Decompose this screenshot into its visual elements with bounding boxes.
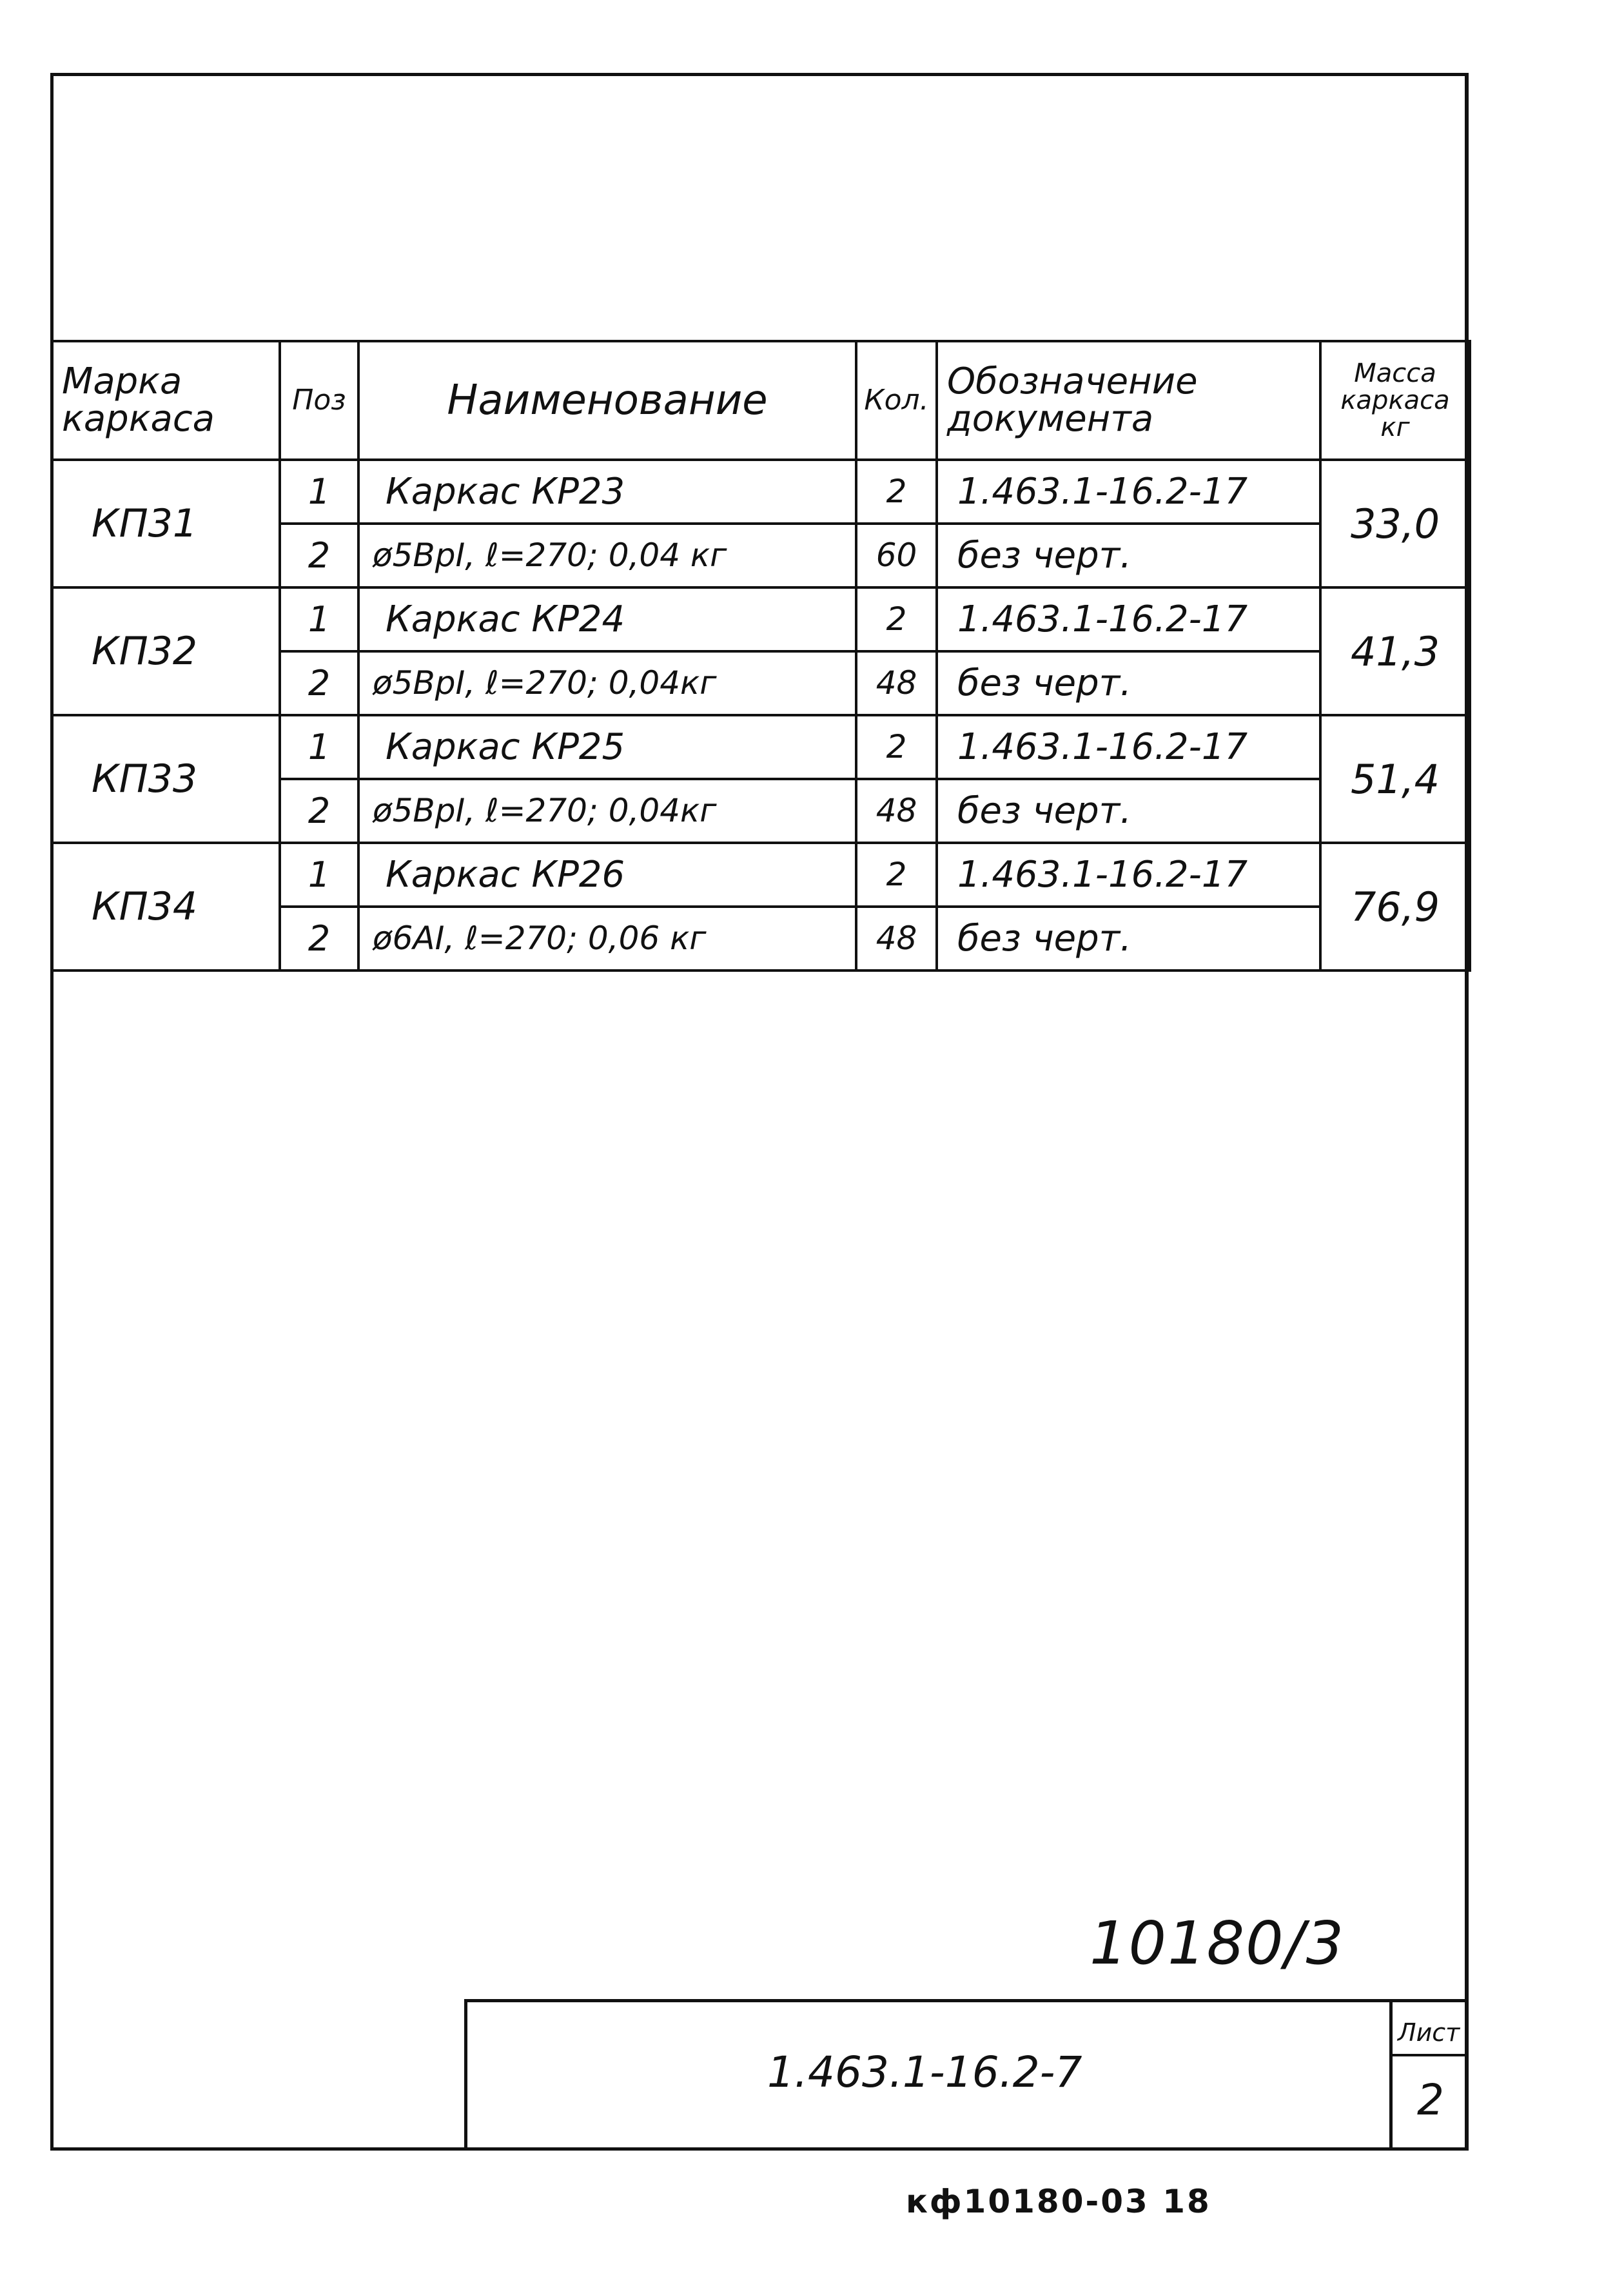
cell-doc: без черт. (937, 779, 1320, 843)
sheet-number: 2 (1417, 2075, 1444, 2125)
cell-name: ø5ВрI, ℓ=270; 0,04кг (358, 779, 856, 843)
cell-name: Каркас КР23 (358, 460, 856, 524)
cell-qty: 2 (856, 460, 937, 524)
title-block-divider (1389, 1999, 1393, 2147)
inventory-number: 10180/3 (1090, 1909, 1345, 1978)
cell-mark: КП32 (52, 587, 280, 715)
table-row (52, 587, 1470, 651)
cell-qty: 60 (856, 524, 937, 587)
cell-pos: 2 (280, 524, 358, 587)
cell-doc: 1.463.1-16.2-17 (937, 587, 1320, 651)
cell-qty: 48 (856, 651, 937, 715)
cell-pos: 1 (280, 843, 358, 907)
cell-qty: 2 (856, 843, 937, 907)
header-doc: Обозначение документа (937, 341, 1320, 460)
header-mark: Марка каркаса (52, 341, 280, 460)
table-header-row (52, 341, 1470, 460)
table-row (52, 843, 1470, 907)
cell-mark: КП34 (52, 843, 280, 971)
cell-pos: 2 (280, 651, 358, 715)
cell-mark: КП31 (52, 460, 280, 587)
cell-qty: 2 (856, 587, 937, 651)
cell-mass: 41,3 (1320, 587, 1470, 715)
header-qty: Кол. (856, 341, 937, 460)
cell-doc: 1.463.1-16.2-17 (937, 460, 1320, 524)
cell-mass: 33,0 (1320, 460, 1470, 587)
cell-qty: 2 (856, 715, 937, 779)
cell-doc: без черт. (937, 907, 1320, 971)
cell-name: Каркас КР24 (358, 587, 856, 651)
header-mass: Масса каркаса кг (1320, 341, 1470, 460)
cell-doc: 1.463.1-16.2-17 (937, 843, 1320, 907)
document-code: 1.463.1-16.2-7 (767, 2047, 1082, 2097)
cell-name: ø5ВрI, ℓ=270; 0,04кг (358, 651, 856, 715)
cell-doc: 1.463.1-16.2-17 (937, 715, 1320, 779)
cell-name: Каркас КР25 (358, 715, 856, 779)
cell-pos: 1 (280, 715, 358, 779)
cell-name: ø6АI, ℓ=270; 0,06 кг (358, 907, 856, 971)
header-name: Наименование (358, 341, 856, 460)
sheet-label: Лист (1398, 2018, 1460, 2047)
cell-mass: 51,4 (1320, 715, 1470, 843)
cell-mark: КП33 (52, 715, 280, 843)
cell-qty: 48 (856, 907, 937, 971)
archive-code: кф10180-03 18 (906, 2183, 1211, 2220)
cell-name: Каркас КР26 (358, 843, 856, 907)
cell-name: ø5ВрI, ℓ=270; 0,04 кг (358, 524, 856, 587)
cell-pos: 1 (280, 587, 358, 651)
cell-qty: 48 (856, 779, 937, 843)
cell-doc: без черт. (937, 651, 1320, 715)
header-pos: Поз (280, 341, 358, 460)
cell-mass: 76,9 (1320, 843, 1470, 971)
specification-table (50, 340, 1471, 972)
sheet-cell-rule (1393, 2054, 1469, 2056)
cell-pos: 2 (280, 907, 358, 971)
cell-pos: 2 (280, 779, 358, 843)
cell-doc: без черт. (937, 524, 1320, 587)
table-row (52, 715, 1470, 779)
cell-pos: 1 (280, 460, 358, 524)
table-row (52, 460, 1470, 524)
